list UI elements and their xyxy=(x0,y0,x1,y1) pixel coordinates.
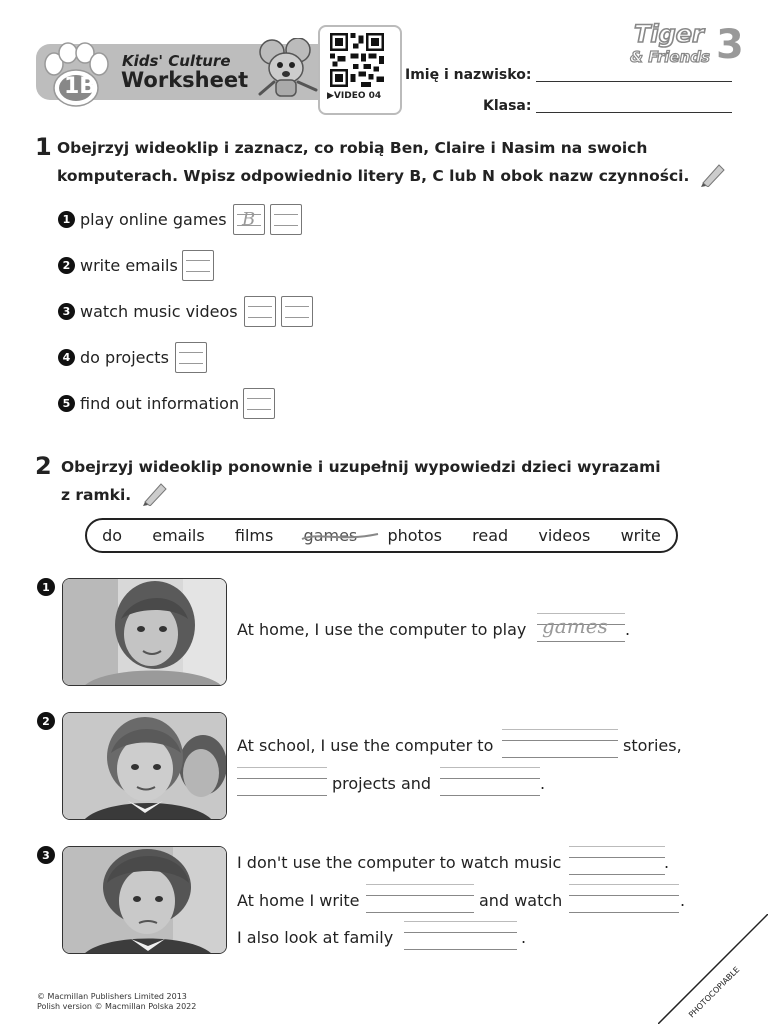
answer-blank[interactable] xyxy=(404,932,517,950)
item-text: do projects xyxy=(80,348,169,367)
photo-boy-image xyxy=(63,847,227,954)
item-number: 4 xyxy=(58,349,75,366)
sentence-2-text: At school, I use the computer to xyxy=(237,736,494,755)
tiger-and-friends-logo xyxy=(628,14,746,70)
exercise-2-number: 2 xyxy=(35,452,52,480)
copyright xyxy=(37,992,196,1012)
example-answer: games xyxy=(542,614,608,638)
answer-box[interactable] xyxy=(182,250,214,281)
logo-level: 3 xyxy=(716,22,744,68)
instruction-line: z ramki. xyxy=(61,480,661,508)
sentence-end: . xyxy=(540,774,546,793)
photocopiable-corner xyxy=(658,914,768,1024)
word-box-item-struck xyxy=(304,526,358,545)
answer-blank[interactable] xyxy=(502,740,618,758)
photo-girl-image xyxy=(63,579,227,686)
word-box-item: films xyxy=(234,526,274,545)
photo-girl xyxy=(62,578,227,686)
answer-box[interactable] xyxy=(270,204,302,235)
sentence-end: . xyxy=(625,620,631,639)
item-number: 2 xyxy=(58,257,75,274)
sentence-number: 3 xyxy=(37,846,55,864)
item-number: 1 xyxy=(58,211,75,228)
item-text: watch music videos xyxy=(80,302,238,321)
sentence-text: I also look at family xyxy=(237,928,394,947)
word-box-item: emails xyxy=(152,526,205,545)
logo-word-friends: & Friends xyxy=(630,48,710,66)
exercise-2-instruction xyxy=(61,454,661,508)
item-text: play online games xyxy=(80,210,227,229)
sentence-end: . xyxy=(680,891,686,910)
copyright-line: Polish version © Macmillan Polska 2022 xyxy=(37,1002,197,1011)
photo-boys xyxy=(62,712,227,820)
instruction-line: Obejrzyj wideoklip i zaznacz, co robią Ben, Claire i Nasim na swoich xyxy=(57,139,648,157)
item-text: find out information xyxy=(80,394,240,413)
photo-boy xyxy=(62,846,227,954)
exercise-1-item xyxy=(58,204,302,235)
word-box-item: read xyxy=(472,526,509,545)
copyright-line: © Macmillan Publishers Limited 2013 xyxy=(37,992,187,1001)
word-box-item: write xyxy=(620,526,661,545)
video-label: ▶VIDEO 04 xyxy=(327,91,382,101)
name-field[interactable] xyxy=(536,81,732,82)
exercise-1-item xyxy=(58,296,313,327)
exercise-1-number: 1 xyxy=(35,133,52,161)
qr-code-icon[interactable] xyxy=(327,33,387,87)
class-label: Klasa: xyxy=(483,98,532,114)
instruction-line: komputerach. Wpisz odpowiednio litery B, C lub N obok nazw czynności. xyxy=(57,161,727,189)
answer-blank[interactable] xyxy=(440,778,540,796)
exercise-1-item xyxy=(58,342,207,373)
exercise-1-item xyxy=(58,388,275,419)
sentence-text: stories, xyxy=(623,736,682,755)
sentence-number: 1 xyxy=(37,578,55,596)
class-field[interactable] xyxy=(536,112,732,113)
answer-box[interactable] xyxy=(233,204,265,235)
word-box-item: photos xyxy=(387,526,442,545)
photo-boys-image xyxy=(63,713,227,820)
item-number: 5 xyxy=(58,395,75,412)
answer-blank[interactable] xyxy=(569,857,665,875)
pencil-icon xyxy=(699,161,727,187)
example-letter: B xyxy=(241,209,256,230)
sentence-end: . xyxy=(521,928,527,947)
exercise-1-instruction xyxy=(57,135,727,189)
sentence-end: . xyxy=(664,853,670,872)
answer-box[interactable] xyxy=(244,296,276,327)
worksheet-title: Worksheet xyxy=(121,68,249,92)
sentence-text: projects and xyxy=(332,774,432,793)
sentence-text: and watch xyxy=(479,891,563,910)
answer-box[interactable] xyxy=(281,296,313,327)
item-text: write emails xyxy=(80,256,178,275)
item-number: 3 xyxy=(58,303,75,320)
exercise-1-item xyxy=(58,250,214,281)
photocopiable-label: PHOTOCOPIABLE xyxy=(687,965,742,1020)
name-label: Imię i nazwisko: xyxy=(405,67,532,83)
word-box-item: games xyxy=(303,526,358,545)
sentence-1-text: At home, I use the computer to play xyxy=(237,620,527,639)
instruction-line: Obejrzyj wideoklip ponownie i uzupełnij wypowiedzi dzieci wyrazami xyxy=(61,458,661,476)
strike-scribble-icon xyxy=(300,530,380,544)
sentence-text: At home I write xyxy=(237,891,360,910)
unit-badge: 1B xyxy=(64,74,97,99)
sentence-3-text: I don't use the computer to watch music xyxy=(237,853,562,872)
answer-blank[interactable] xyxy=(237,778,327,796)
answer-blank[interactable] xyxy=(366,895,474,913)
logo-word-tiger: Tiger xyxy=(634,20,704,48)
word-box-item: videos xyxy=(538,526,591,545)
sentence-number: 2 xyxy=(37,712,55,730)
answer-box[interactable] xyxy=(243,388,275,419)
worksheet-subtitle: Kids' Culture xyxy=(122,52,231,70)
word-box-item: do xyxy=(102,526,123,545)
answer-box[interactable] xyxy=(175,342,207,373)
pencil-icon xyxy=(141,480,169,506)
word-box xyxy=(85,518,678,553)
answer-blank[interactable] xyxy=(569,895,679,913)
